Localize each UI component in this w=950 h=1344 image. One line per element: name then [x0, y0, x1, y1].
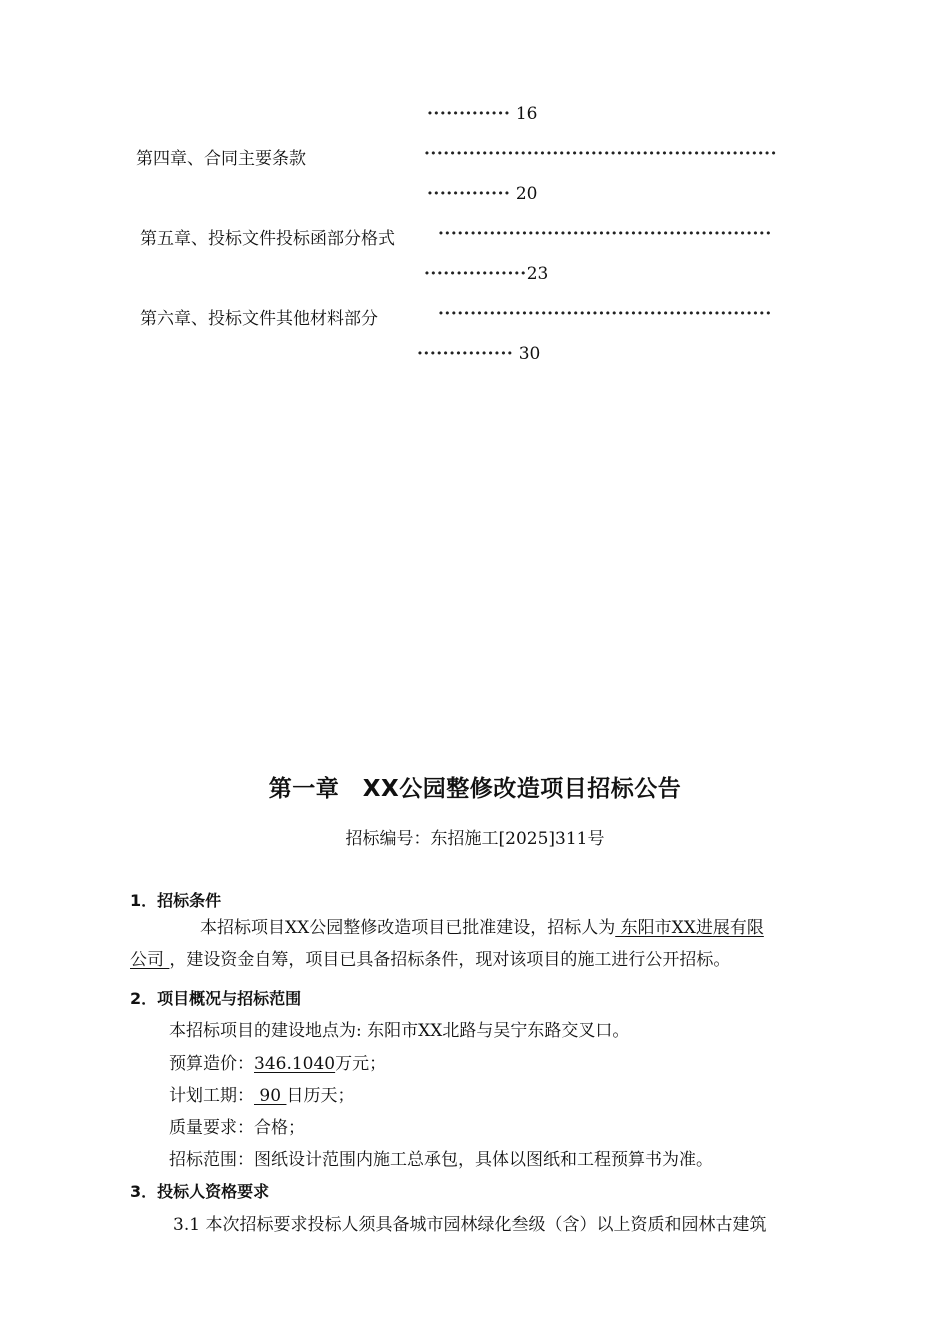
toc-entry-chapter-5[interactable]: 第五章、投标文件投标函部分格式 — [140, 229, 395, 249]
section-3-heading: 3．投标人资格要求 — [130, 1182, 270, 1201]
period-value: 90 — [254, 1086, 287, 1106]
tenderer-name-cont: 公司 — [130, 950, 170, 970]
chapter-title: 第一章 XX公园整修改造项目招标公告 — [268, 776, 682, 802]
period-line — [169, 1081, 354, 1106]
budget-line — [169, 1049, 386, 1074]
toc-line — [417, 344, 540, 364]
section-3-paragraph: 3.1 本次招标要求投标人须具备城市园林绿化叁级（含）以上资质和园林古建筑 — [173, 1215, 767, 1235]
budget-value: 346.1040 — [254, 1054, 336, 1074]
toc-line — [427, 104, 538, 124]
budget-label: 预算造价： — [169, 1054, 254, 1074]
toc-leader-dots: ············· — [427, 104, 511, 124]
toc-leader-dots: ············· — [427, 184, 511, 204]
toc-leader-dots: ··············· — [417, 344, 514, 364]
toc-leader-dots: ······················································· — [424, 144, 778, 164]
section-1-paragraph-line-2 — [130, 945, 730, 970]
toc-line — [424, 264, 548, 284]
section-2-heading: 2．项目概况与招标范围 — [130, 989, 302, 1008]
tenderer-name: 东阳市XX进展有限 — [615, 918, 764, 938]
period-unit: 日历天； — [286, 1086, 355, 1106]
tender-number: 招标编号：东招施工[2025]311号 — [345, 829, 605, 849]
toc-leader-dots: ················ — [424, 264, 527, 284]
toc-line — [427, 184, 538, 204]
toc-leader-dots: ···················································· — [438, 224, 772, 244]
tender-scope: 招标范围：图纸设计范围内施工总承包，具体以图纸和工程预算书为准。 — [169, 1150, 713, 1170]
section-1-text: 本招标项目XX公园整修改造项目已批准建设，招标人为 — [200, 918, 616, 938]
quality-requirement: 质量要求：合格； — [169, 1118, 305, 1138]
section-1-text-cont: ，建设资金自筹，项目已具备招标条件，现对该项目的施工进行公开招标。 — [169, 950, 731, 970]
section-1-paragraph-line-1 — [200, 913, 764, 938]
toc-page-number: 16 — [515, 104, 538, 124]
toc-page-number: 20 — [515, 184, 538, 204]
budget-unit: 万元； — [335, 1054, 387, 1074]
section-1-heading: 1．招标条件 — [130, 891, 222, 910]
period-label: 计划工期： — [169, 1086, 254, 1106]
toc-leader-dots: ···················································· — [438, 304, 772, 324]
toc-entry-chapter-6[interactable]: 第六章、投标文件其他材料部分 — [140, 309, 378, 329]
toc-page-number: 30 — [518, 344, 541, 364]
toc-entry-chapter-4[interactable]: 第四章、合同主要条款 — [136, 149, 306, 169]
toc-page-number: 23 — [526, 264, 549, 284]
project-location: 本招标项目的建设地点为: 东阳市XX北路与吴宁东路交叉口。 — [169, 1021, 630, 1041]
